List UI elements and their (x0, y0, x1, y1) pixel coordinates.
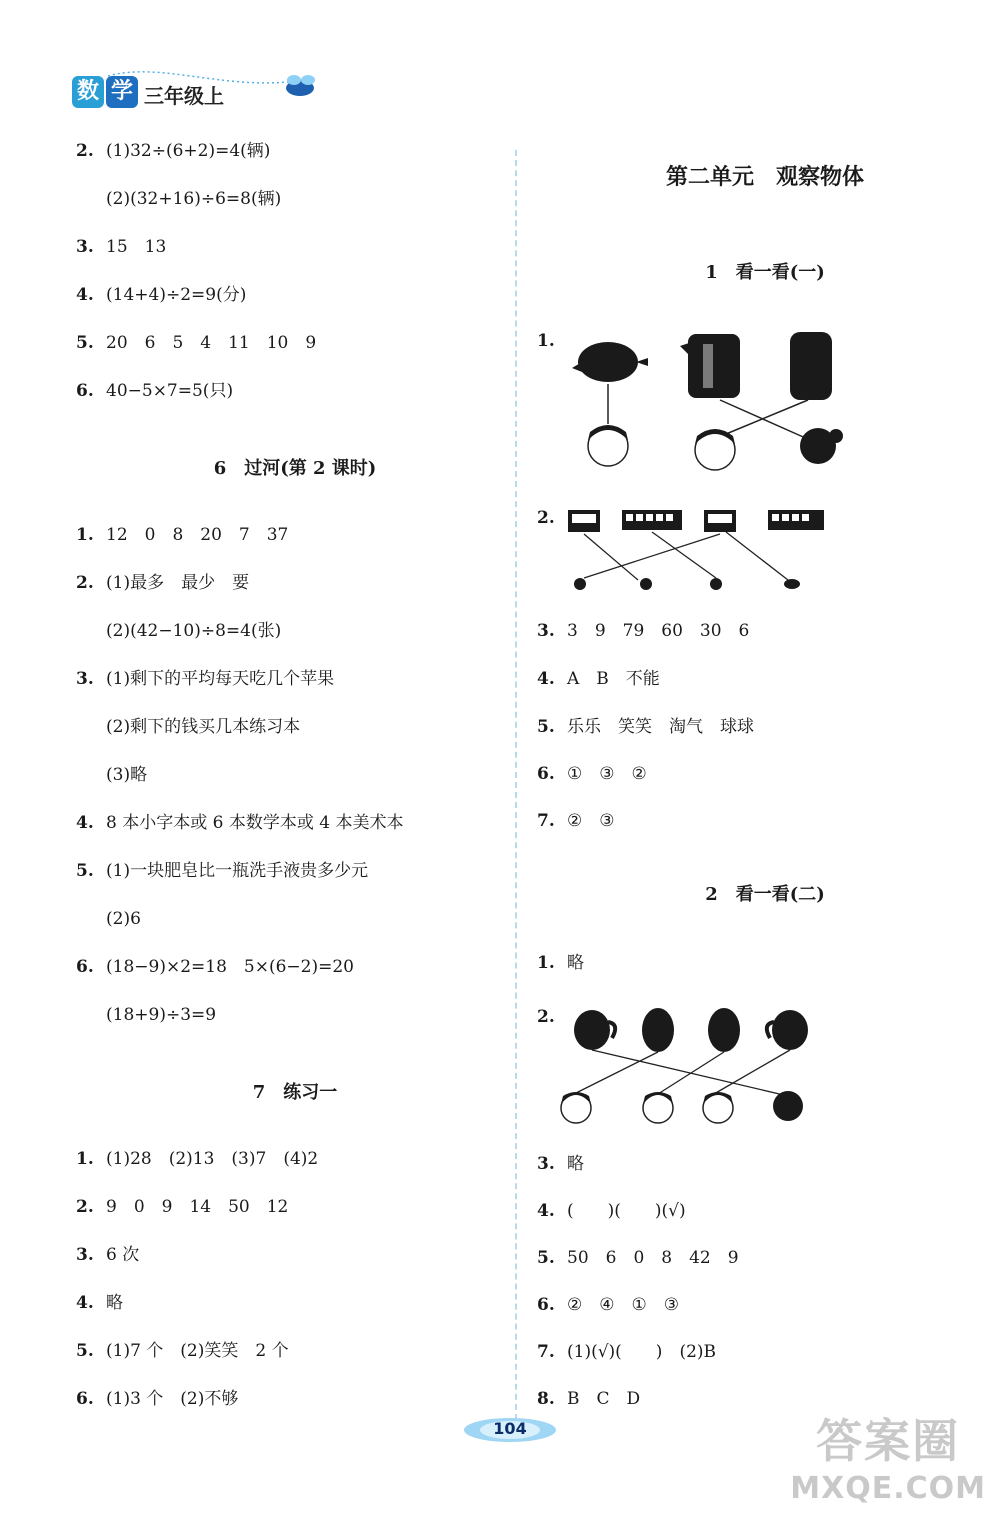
answer-number: 7. (537, 811, 555, 831)
subject-badge-2: 学 (106, 76, 138, 108)
answer-line (76, 908, 141, 930)
answer-line (76, 1004, 216, 1026)
answer-text: 9 0 9 14 50 12 (106, 1197, 289, 1217)
answer-line (76, 236, 166, 258)
answer-line (76, 1244, 139, 1266)
answer-number: 2. (76, 141, 94, 161)
grade-label: 三年级上 (144, 84, 224, 108)
animal-4 (784, 579, 800, 589)
answer-number: 2. (76, 1197, 94, 1217)
answer-number: 8. (537, 1389, 555, 1409)
page-number: 104 (493, 1419, 527, 1438)
answer-text: ① ③ ② (567, 764, 647, 784)
kettle-matching-figure (568, 328, 858, 480)
answer-line (76, 716, 300, 738)
answer-text: (3)略 (106, 765, 148, 785)
answer-number: 1. (76, 1149, 94, 1169)
answer-line (76, 1340, 289, 1362)
answer-number: 6. (76, 957, 94, 977)
answer-text: 8 本小字本或 6 本数学本或 4 本美术本 (106, 813, 404, 833)
answer-text: 3 9 79 60 30 6 (567, 621, 750, 641)
answer-text: (18−9)×2=18 5×(6−2)=20 (106, 957, 354, 977)
answer-text: 乐乐 笑笑 淘气 球球 (567, 717, 754, 737)
answer-line (76, 1196, 288, 1218)
answer-line (76, 812, 403, 834)
answer-line (537, 1341, 716, 1363)
answer-line (76, 140, 270, 162)
animal-3 (710, 578, 722, 590)
answer-line (76, 860, 368, 882)
answer-text: 略 (567, 1154, 584, 1174)
watermark-url: MXQE.COM (790, 1471, 986, 1506)
section-title: 7 练习一 (252, 1082, 338, 1103)
answer-text: (1)(√)( ) (2)B (567, 1342, 717, 1362)
answer-line (76, 380, 233, 402)
watermark-title: 答案圈 (816, 1414, 961, 1468)
answer-number: 3. (537, 1154, 555, 1174)
kettle-back-view (790, 332, 832, 400)
answer-line (76, 1148, 318, 1170)
answer-number: 1. (76, 525, 94, 545)
answer-number: 4. (76, 813, 94, 833)
answer-text: (2)(42−10)÷8=4(张) (106, 621, 282, 641)
answer-text: 40−5×7=5(只) (106, 381, 234, 401)
answer-text: A B 不能 (567, 669, 660, 689)
teapot-1 (574, 1010, 610, 1050)
section-title: 1 看一看(一) (705, 262, 825, 283)
teapot-2 (642, 1008, 674, 1052)
teapot-matching-figure (556, 1000, 816, 1126)
answer-number: 7. (537, 1342, 555, 1362)
teapot-3 (708, 1008, 740, 1052)
answer-number: 2. (537, 1007, 555, 1027)
answer-text: (1)32÷(6+2)=4(辆) (106, 141, 271, 161)
answer-number: 4. (537, 669, 555, 689)
answer-line (76, 620, 281, 642)
answer-number: 6. (537, 764, 555, 784)
answer-number: 1. (537, 331, 555, 351)
answer-line (537, 716, 754, 738)
watermark (790, 1405, 986, 1506)
answer-number: 5. (76, 333, 94, 353)
subject-badge-1: 数 (72, 76, 104, 108)
kettle-side-view (688, 334, 740, 398)
answer-line (76, 764, 147, 786)
answer-line (537, 763, 647, 785)
answer-text: 50 6 0 8 42 9 (567, 1248, 739, 1268)
answer-line (537, 1200, 686, 1222)
answer-number: 6. (76, 381, 94, 401)
answer-number: 3. (76, 1245, 94, 1265)
answer-line (76, 332, 316, 354)
answer-line (76, 1388, 238, 1410)
answer-line (76, 956, 354, 978)
animal-2 (640, 578, 652, 590)
answer-number: 5. (537, 717, 555, 737)
answer-line (537, 1388, 640, 1410)
page-number-badge (462, 1416, 558, 1444)
answer-text: (1)剩下的平均每天吃几个苹果 (106, 669, 335, 689)
answer-text: (1)3 个 (2)不够 (106, 1389, 239, 1409)
answer-number: 3. (76, 237, 94, 257)
answer-text: 略 (106, 1293, 123, 1313)
section-title: 2 看一看(二) (705, 884, 825, 905)
answer-text: (1)最多 最少 要 (106, 573, 250, 593)
answer-line (537, 1294, 679, 1316)
answer-line (76, 572, 249, 594)
answer-text: (1)7 个 (2)笑笑 2 个 (106, 1341, 289, 1361)
answer-text: 12 0 8 20 7 37 (106, 525, 289, 545)
answer-number: 3. (76, 669, 94, 689)
answer-number: 2. (537, 508, 555, 528)
answer-line (537, 620, 749, 642)
answer-line (76, 188, 281, 210)
answer-text: (1)28 (2)13 (3)7 (4)2 (106, 1149, 319, 1169)
answer-line (76, 284, 246, 306)
answer-text: 6 次 (106, 1245, 140, 1265)
teapot-4 (772, 1010, 808, 1050)
answer-number: 5. (76, 861, 94, 881)
answer-text: (18+9)÷3=9 (106, 1005, 217, 1025)
answer-line (537, 810, 614, 832)
column-divider (515, 150, 517, 1430)
answer-text: 20 6 5 4 11 10 9 (106, 333, 317, 353)
answer-line: 1. 略 (537, 953, 584, 973)
answer-text: (2)6 (106, 909, 141, 929)
answer-number: 4. (76, 285, 94, 305)
answer-line (76, 668, 334, 690)
child-back-head (773, 1091, 803, 1121)
answer-number: 4. (76, 1293, 94, 1313)
answer-text: 15 13 (106, 237, 167, 257)
answer-number: 4. (537, 1201, 555, 1221)
answer-number: 5. (537, 1248, 555, 1268)
answer-text: ② ④ ① ③ (567, 1295, 679, 1315)
answer-line (76, 1292, 123, 1314)
section-title: 6 过河(第 2 课时) (213, 458, 377, 479)
animal-1 (574, 578, 586, 590)
answer-text: (2)(32+16)÷6=8(辆) (106, 189, 282, 209)
answer-text: (14+4)÷2=9(分) (106, 285, 247, 305)
answer-line (537, 1247, 739, 1269)
answer-line (537, 1153, 584, 1175)
kettle-top-view (578, 342, 638, 382)
answer-text: (2)剩下的钱买几本练习本 (106, 717, 301, 737)
book-header (68, 62, 338, 122)
answer-number: 5. (76, 1341, 94, 1361)
answer-text: (1)一块肥皂比一瓶洗手液贵多少元 (106, 861, 369, 881)
answer-number: 6. (537, 1295, 555, 1315)
answer-text: B C D (567, 1389, 641, 1409)
answer-number: 6. (76, 1389, 94, 1409)
answer-number: 2. (76, 573, 94, 593)
unit-title: 第二单元 观察物体 (665, 164, 864, 190)
answer-line (537, 668, 660, 690)
answer-text: ② ③ (567, 811, 615, 831)
bus-matching-figure (566, 504, 832, 596)
answer-line (76, 524, 288, 546)
answer-text: ( )( )(√) (567, 1201, 686, 1221)
answer-number: 3. (537, 621, 555, 641)
